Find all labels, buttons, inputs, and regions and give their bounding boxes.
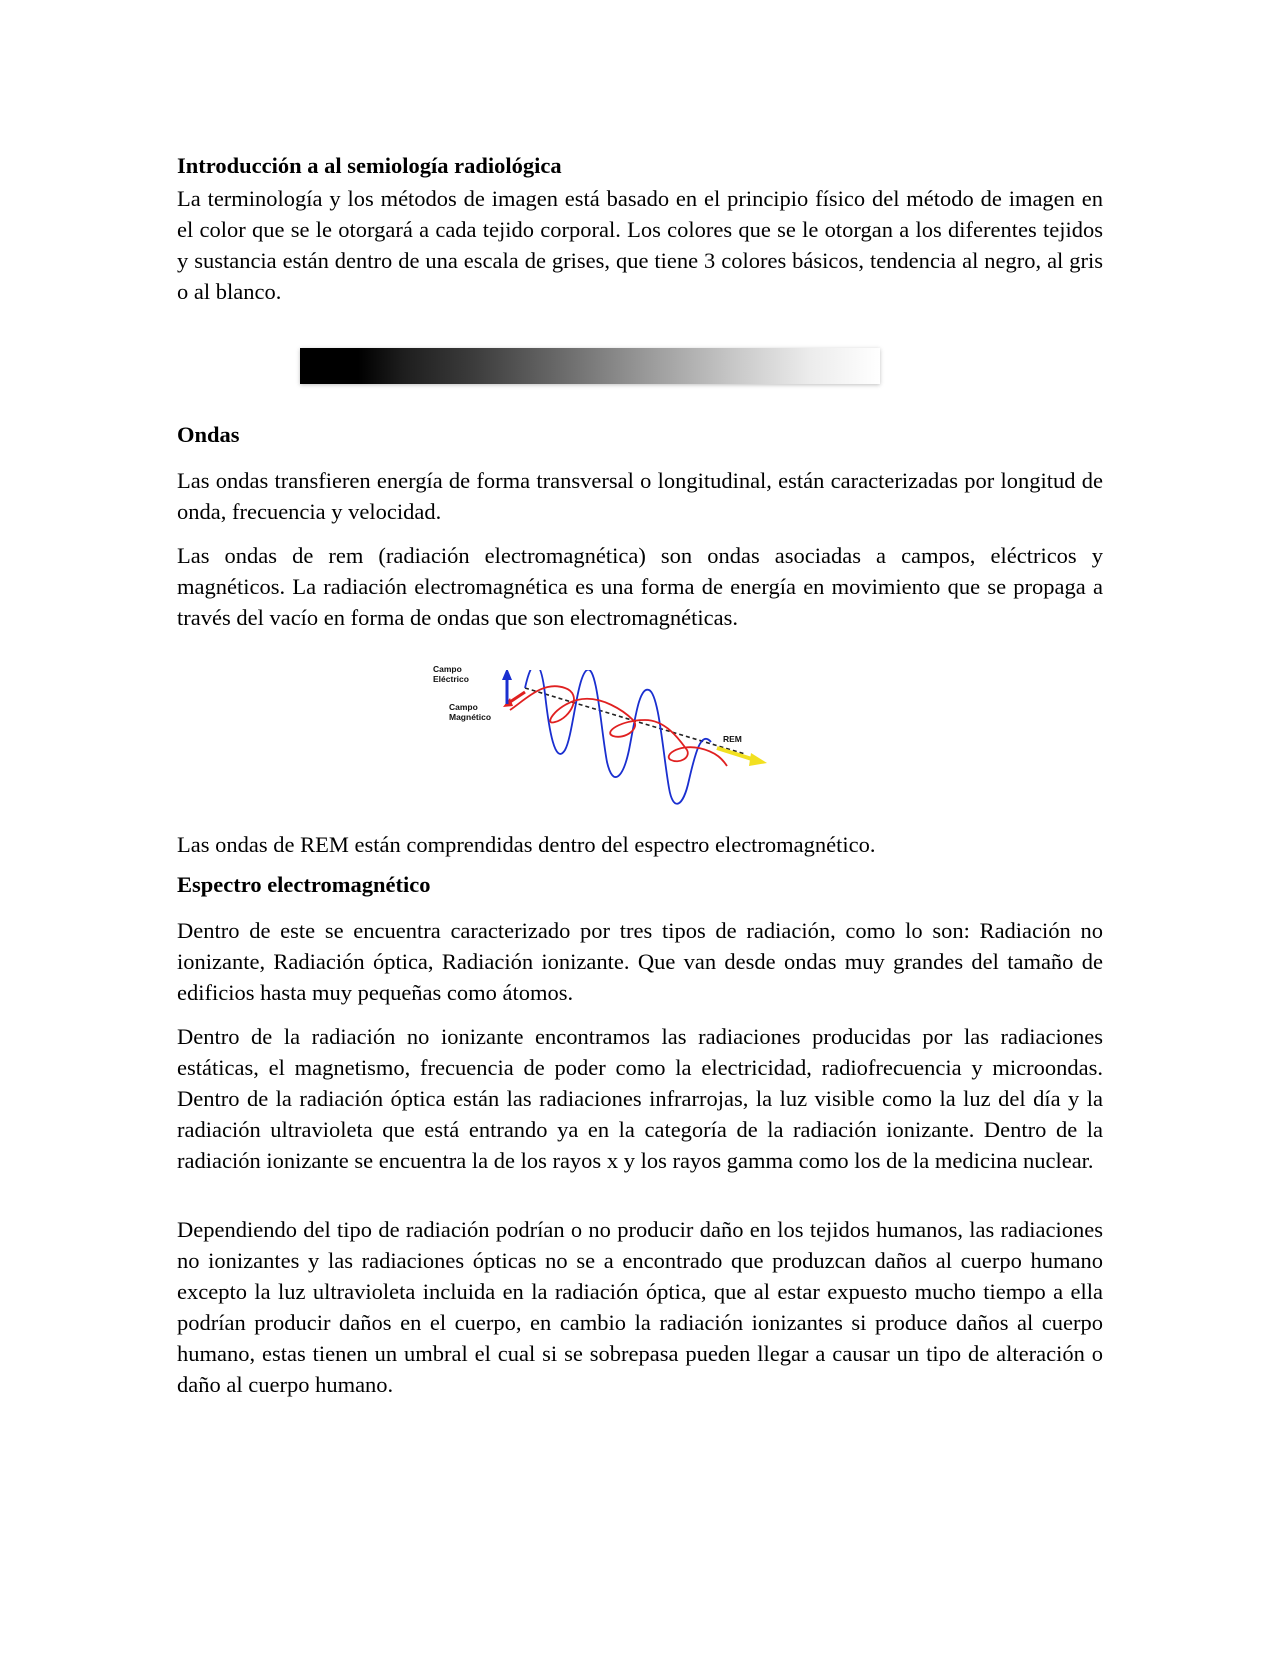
paragraph-ondas-1: Las ondas transfieren energía de forma transversal o longitudinal, están caracterizadas por longitud de onda, frecuencia y velocidad. <box>177 468 1103 524</box>
label-electric-line1: Campo <box>433 664 462 674</box>
paragraph-ondas-2: Las ondas de rem (radiación electromagnética) son ondas asociadas a campos, eléctricos y magnéticos. La radiación electromagnética es una forma de energía en movimiento que se propaga a través del vacío en forma de ondas que son electromagnéticas. <box>177 543 1103 630</box>
label-electric-line2: Eléctrico <box>433 674 469 684</box>
paragraph-intro: La terminología y los métodos de imagen está basado en el principio físico del método de imagen en el color que se le otorgará a cada tejido corporal. Los colores que se le otorgan a los diferentes tejidos y sustancia están dentro de una escala de grises, que tiene 3 colores básicos, tendencia al negro, al gris o al blanco. <box>177 186 1103 304</box>
electric-arrowhead <box>502 670 512 680</box>
grayscale-bar-image <box>300 348 880 384</box>
label-magnetic-line2: Magnético <box>449 712 492 722</box>
paragraph-espectro-1: Dentro de este se encuentra caracterizado por tres tipos de radiación, como lo son: Radiación no ionizante, Radiación óptica, Radiación ionizante. Que van desde ondas muy grandes del tamaño de edificios hasta muy pequeñas como átomos. <box>177 918 1103 1005</box>
label-campo-electrico <box>433 664 469 684</box>
rem-arrow <box>717 748 755 760</box>
heading-ondas: Ondas <box>177 422 240 447</box>
label-rem: REM <box>723 734 742 744</box>
em-wave-diagram <box>433 664 825 820</box>
em-wave-svg <box>455 670 825 820</box>
label-magnetic-line1: Campo <box>449 702 478 712</box>
paragraph-espectro-3: Dependiendo del tipo de radiación podrían o no producir daño en los tejidos humanos, las radiaciones no ionizantes y las radiaciones ópticas no se a encontrado que produzcan daños al cuerpo humano excepto la luz ultravioleta incluida en la radiación óptica, que al estar expuesto mucho tiempo a ella podrían producir daños en el cuerpo, en cambio la radiación ionizantes si produce daños al cuerpo humano, estas tienen un umbral el cual si se sobrepasa pueden llegar a causar un tipo de alteración o daño al cuerpo humano. <box>177 1217 1103 1397</box>
paragraph-rem-spectrum: Las ondas de REM están comprendidas dentro del espectro electromagnético. <box>177 832 876 857</box>
label-campo-magnetico <box>449 702 491 722</box>
heading-intro: Introducción a al semiología radiológica <box>177 153 562 178</box>
rem-arrowhead <box>749 753 767 766</box>
paragraph-espectro-2: Dentro de la radiación no ionizante encontramos las radiaciones producidas por las radiaciones estáticas, el magnetismo, frecuencia de poder como la electricidad, radiofrecuencia y microondas. Dentro de la radiación óptica están las radiaciones infrarrojas, la luz visible como la luz del día y la radiación ultravioleta que está entrando ya en la categoría de la radiación ionizante. Dentro de la radiación ionizante se encuentra la de los rayos x y los rayos gamma como los de la medicina nuclear. <box>177 1024 1103 1173</box>
heading-espectro: Espectro electromagnético <box>177 872 431 897</box>
magnetic-wave <box>510 686 727 766</box>
